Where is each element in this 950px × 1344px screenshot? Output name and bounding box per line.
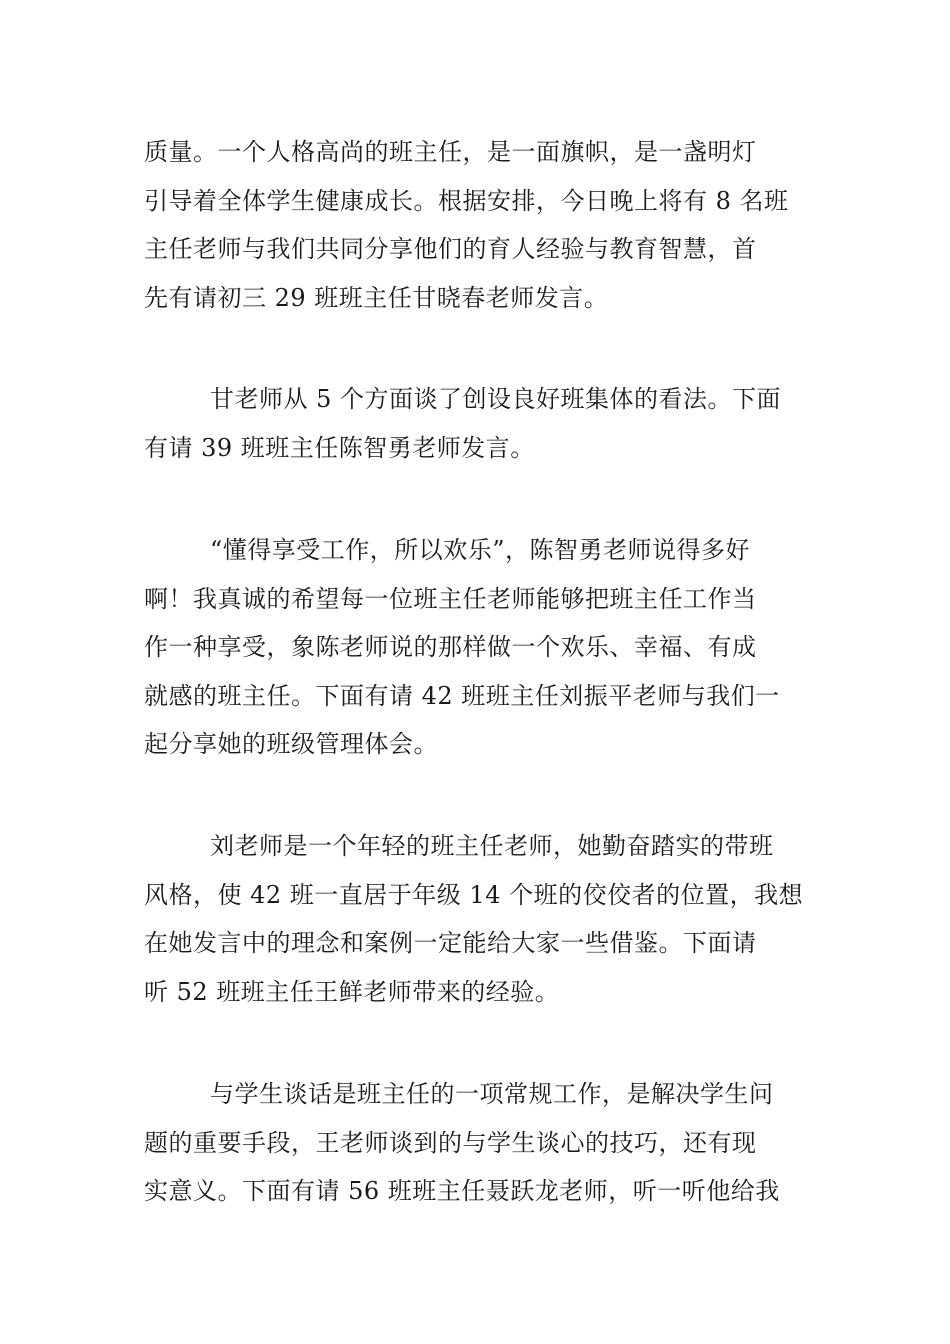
paragraph-line: 起分享她的班级管理体会。 xyxy=(144,730,438,758)
paragraph-3 xyxy=(144,526,814,769)
paragraph-line: 听 52 班班主任王鲜老师带来的经验。 xyxy=(144,977,560,1006)
paragraph-line: 与学生谈话是班主任的一项常规工作，是解决学生问 xyxy=(210,1080,774,1108)
paragraph-line: 在她发言中的理念和案例一定能给大家一些借鉴。下面请 xyxy=(144,929,757,957)
paragraph-1 xyxy=(144,128,814,322)
paragraph-line: 刘老师是一个年轻的班主任老师，她勤奋踏实的带班 xyxy=(210,832,774,860)
paragraph-2 xyxy=(144,375,814,472)
paragraph-line: 题的重要手段，王老师谈到的与学生谈心的技巧，还有现 xyxy=(144,1128,757,1157)
paragraph-4 xyxy=(144,822,814,1016)
paragraph-line: 先有请初三 29 班班主任甘晓春老师发言。 xyxy=(144,283,609,312)
paragraph-line: 质量。一个人格高尚的班主任，是一面旗帜，是一盏明灯 xyxy=(144,138,757,166)
paragraph-line: 引导着全体学生健康成长。根据安排，今日晚上将有 8 名班 xyxy=(144,186,789,215)
paragraph-line: 主任老师与我们共同分享他们的育人经验与教育智慧，首 xyxy=(144,235,757,263)
paragraph-line: 风格，使 42 班一直居于年级 14 个班的佼佼者的位置，我想 xyxy=(144,880,804,909)
paragraph-line: 甘老师从 5 个方面谈了创设良好班集体的看法。下面 xyxy=(210,385,782,413)
paragraph-line: “懂得享受工作，所以欢乐”，陈智勇老师说得多好 xyxy=(210,536,751,564)
paragraph-line: 啊！我真诚的希望每一位班主任老师能够把班主任工作当 xyxy=(144,584,757,613)
paragraph-line: 有请 39 班班主任陈智勇老师发言。 xyxy=(144,433,535,462)
paragraph-line: 作一种享受，象陈老师说的那样做一个欢乐、幸福、有成 xyxy=(144,633,757,661)
paragraph-line: 就感的班主任。下面有请 42 班班主任刘振平老师与我们一 xyxy=(144,681,780,710)
paragraph-5 xyxy=(144,1070,814,1216)
paragraph-line: 实意义。下面有请 56 班班主任聂跃龙老师，听一听他给我 xyxy=(144,1177,780,1205)
